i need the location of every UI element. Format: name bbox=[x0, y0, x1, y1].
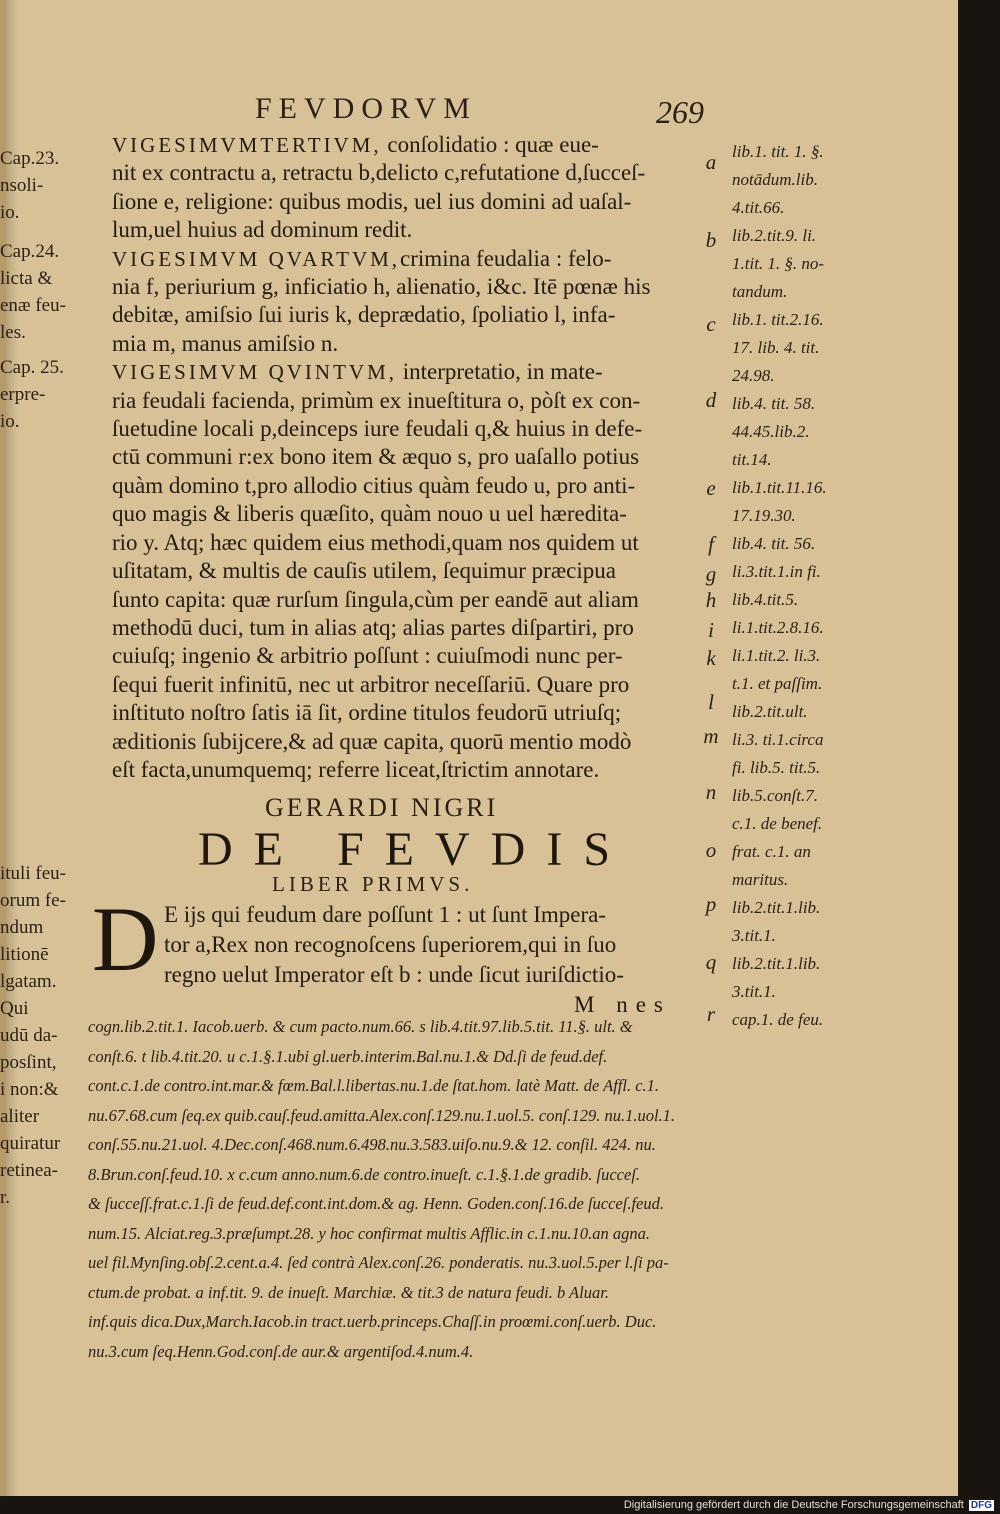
main-text bbox=[112, 131, 702, 784]
footnote-line: conſt.6. t lib.4.tit.20. u c.1.§.1.ubi gl.uerb.interim.Bal.nu.1.& Dd.ſi de feud.def. bbox=[88, 1046, 608, 1066]
opening-line: E ijs qui feudum dare poſſunt 1 : ut ſunt Impera- bbox=[164, 902, 607, 927]
margin-note-letter: e bbox=[706, 476, 716, 500]
margin-note-letter: a bbox=[705, 150, 717, 174]
margin-reference-line: li.3.tit.1.in fi. bbox=[732, 562, 821, 581]
text-line: ctū communi r:ex bono item & æquo s, pro uaſallo potius bbox=[112, 444, 640, 470]
margin-reference-line: frat. c.1. an bbox=[732, 842, 811, 861]
left-margin-note-line: les. bbox=[0, 322, 26, 343]
left-margin-note-line: orum fe- bbox=[0, 890, 66, 911]
left-margin-note-line: r. bbox=[0, 1187, 11, 1208]
footnote-line: num.15. Alciat.reg.3.præſumpt.28. y hoc confirmat multis Afflic.in c.1.nu.10.an agna. bbox=[88, 1223, 651, 1243]
margin-reference-line: fi. lib.5. tit.5. bbox=[732, 758, 821, 777]
margin-note-letter: n bbox=[705, 780, 717, 804]
margin-reference-line: 4.tit.66. bbox=[732, 198, 785, 217]
text-line: inſtituto noſtro ſatis iā ſit, ordine titulos feudorū utriuſq; bbox=[112, 700, 622, 726]
left-margin-note-line: aliter bbox=[0, 1106, 40, 1127]
margin-reference-line: cap.1. de feu. bbox=[732, 1010, 824, 1029]
margin-reference-line: lib.4. tit. 56. bbox=[732, 534, 816, 553]
book-title: DE FEVDIS bbox=[198, 823, 632, 876]
opening-line: regno uelut Imperator eſt b : unde ſicut iuriſdictio- bbox=[164, 962, 624, 987]
margin-note-letter: b bbox=[705, 228, 717, 252]
margin-reference-line: li.1.tit.2. li.3. bbox=[732, 646, 821, 665]
margin-note-letter: q bbox=[705, 950, 717, 974]
margin-reference-line: lib.1. tit. 1. §. bbox=[732, 142, 824, 161]
left-margin-note-line: Cap.24. bbox=[0, 241, 60, 262]
margin-reference-line: lib.2.tit.1.lib. bbox=[732, 954, 821, 973]
margin-note-letter: r bbox=[706, 1002, 716, 1026]
text-line: eſt facta,unumquemq; referre liceat,ſtrictim annotare. bbox=[112, 756, 600, 782]
text-line: nit ex contractu a, retractu b,delicto c,refutatione d,ſucceſ- bbox=[112, 160, 646, 186]
margin-reference-line: lib.4.tit.5. bbox=[732, 590, 799, 609]
margin-reference-line: c.1. de benef. bbox=[732, 814, 823, 833]
margin-reference-line: 44.45.lib.2. bbox=[732, 422, 810, 441]
text-line: quàm domino t,pro allodio citius quàm feudo u, pro anti- bbox=[112, 472, 636, 498]
footnote-line: ctum.de probat. a inf.tit. 9. de inueſt. Marchiæ. & tit.3 de natura feudi. b Aluar. bbox=[88, 1282, 609, 1302]
running-head: FEVDORVM bbox=[255, 92, 477, 125]
left-margin-note-line: ituli feu- bbox=[0, 863, 66, 884]
margin-references bbox=[732, 138, 862, 1034]
text-line: methodū duci, tum in alias atq; alias partes diſpartiri, pro bbox=[112, 614, 634, 640]
margin-note-letter: p bbox=[705, 892, 717, 916]
left-margin-note-line: lgatam. bbox=[0, 971, 57, 992]
margin-note-letter: l bbox=[708, 690, 714, 714]
left-margin-note-line: erpre- bbox=[0, 384, 46, 405]
author-heading: GERARDI NIGRI bbox=[265, 793, 499, 822]
margin-note-letter: d bbox=[705, 388, 717, 412]
left-margin-note-line: nsoli- bbox=[0, 175, 44, 196]
left-margin-note-line: retinea- bbox=[0, 1160, 59, 1181]
dfg-logo: DFG bbox=[970, 1500, 992, 1511]
text-line: ria feudali facienda, primùm ex inueſtitura o, pòſt ex con- bbox=[112, 387, 641, 413]
margin-reference-line: 17.19.30. bbox=[732, 506, 796, 525]
footnote-line: cont.c.1.de contro.int.mar.& fœm.Bal.l.libertas.nu.1.de ſtat.hom. latè Matt. de Affl. c.1. bbox=[88, 1076, 660, 1095]
section-lead: VIGESIMVMTERTIVM, bbox=[112, 133, 382, 157]
left-margin-note-line: quiratur bbox=[0, 1133, 61, 1154]
page-number: 269 bbox=[656, 94, 704, 130]
left-margin-note-line: io. bbox=[0, 411, 20, 432]
footnote-line: nu.67.68.cum ſeq.ex quib.cauſ.feud.amitta.Alex.conſ.129.nu.1.uol.5. conſ.129. nu.1.uol.1. bbox=[88, 1105, 676, 1125]
digitization-notice bbox=[624, 1499, 994, 1511]
margin-reference-line: notādum.lib. bbox=[732, 170, 818, 189]
margin-note-letter: k bbox=[706, 646, 716, 670]
margin-reference-line: lib.2.tit.ult. bbox=[732, 702, 808, 721]
left-margin-note-line: io. bbox=[0, 202, 20, 223]
margin-note-letter: h bbox=[705, 588, 717, 612]
left-margin-note-line: licta & bbox=[0, 268, 53, 289]
left-margin-note bbox=[0, 860, 92, 1211]
opening-paragraph bbox=[164, 900, 704, 1020]
text-line: æditionis ſubijcere,& ad quæ capita, quorū mentio modò bbox=[112, 728, 632, 754]
text-line: VIGESIMVM QVINTVM, interpretatio, in mate- bbox=[112, 359, 603, 385]
left-margin-note-line: Qui bbox=[0, 998, 29, 1019]
left-margin-note-line: i non:& bbox=[0, 1079, 59, 1100]
margin-reference-line: maritus. bbox=[732, 870, 789, 889]
margin-reference-line: tit.14. bbox=[732, 450, 772, 469]
text-line: ſunto capita: quæ rurſum ſingula,cùm per eandē aut aliam bbox=[112, 586, 639, 612]
text-line: cuiuſq; ingenio & arbitrio poſſunt : cuiuſmodi nunc per- bbox=[112, 643, 623, 669]
book-subtitle: LIBER PRIMVS. bbox=[272, 872, 474, 896]
footnote-line: uel fil.Mynſing.obſ.2.cent.a.4. ſed contrà Alex.conſ.26. ponderatis. nu.3.uol.5.per l.ſi pa- bbox=[88, 1253, 669, 1272]
margin-reference-line: 17. lib. 4. tit. bbox=[732, 338, 820, 357]
left-margin-note-line: enæ feu- bbox=[0, 295, 66, 316]
left-margin-note-line: Cap.23. bbox=[0, 148, 60, 169]
left-margin-note-line: posſint, bbox=[0, 1052, 57, 1073]
margin-note-letter: m bbox=[703, 724, 719, 748]
left-margin-note bbox=[0, 145, 92, 226]
margin-note-letter: c bbox=[706, 312, 716, 336]
margin-reference-line: li.1.tit.2.8.16. bbox=[732, 618, 824, 637]
left-margin-note bbox=[0, 238, 92, 346]
margin-note-letter: f bbox=[708, 532, 714, 556]
footnote-line: inf.quis dica.Dux,March.Iacob.in tract.uerb.princeps.Chaſſ.in proœmi.conſ.uerb. Duc. bbox=[88, 1312, 657, 1331]
text-line: ſione e, religione: quibus modis, uel ius domini ad uaſal- bbox=[112, 188, 632, 214]
text-line: rio y. Atq; hæc quidem eius methodi,quam nos quidem ut bbox=[112, 529, 639, 555]
margin-reference-line: 3.tit.1. bbox=[732, 982, 776, 1001]
opening-line: M nes bbox=[574, 992, 671, 1017]
margin-reference-line: lib.1.tit.11.16. bbox=[732, 478, 827, 497]
margin-reference-line: 3.tit.1. bbox=[732, 926, 776, 945]
margin-reference-line: lib.2.tit.1.lib. bbox=[732, 898, 821, 917]
text-line: mia m, manus amiſsio n. bbox=[112, 330, 339, 356]
text-line: quo magis & liberis quæſito, quàm nouo u uel hæredita- bbox=[112, 501, 627, 527]
margin-reference-line: lib.1. tit.2.16. bbox=[732, 310, 824, 329]
margin-note-letter: g bbox=[705, 562, 717, 586]
margin-reference-line: 24.98. bbox=[732, 366, 775, 385]
margin-note-letter: i bbox=[708, 618, 714, 642]
margin-reference-line: lib.5.conſt.7. bbox=[732, 786, 818, 805]
text-line: VIGESIMVM QVARTVM,crimina feudalia : felo- bbox=[112, 245, 612, 271]
text-line: VIGESIMVMTERTIVM, conſolidatio : quæ eue- bbox=[112, 132, 599, 157]
text-line: ſuetudine locali p,deinceps iure feudali q,& huius in defe- bbox=[112, 416, 643, 442]
left-margin-note-line: Cap. 25. bbox=[0, 357, 64, 378]
text-line: ſequi fuerit infinitū, nec ut arbitror neceſſariū. Quare pro bbox=[112, 671, 630, 697]
footnote-line: cogn.lib.2.tit.1. Iacob.uerb. & cum pacto.num.66. s lib.4.tit.97.lib.5.tit. 11.§. ult. & bbox=[88, 1017, 633, 1036]
margin-reference-line: tandum. bbox=[732, 282, 788, 301]
left-margin-note-line: litionē bbox=[0, 944, 49, 965]
drop-cap: D bbox=[92, 888, 159, 990]
footnote-line: & ſucceſſ.frat.c.1.ſi de feud.def.cont.int.dom.& ag. Henn. Goden.conſ.16.de ſucceſ.feud. bbox=[88, 1194, 664, 1213]
text-line: nia f, periurium g, inficiatio h, alienatio, i&c. Itē pœnæ his bbox=[112, 274, 651, 300]
footnote-line: 8.Brun.conſ.feud.10. x c.cum anno.num.6.de contro.inueſt. c.1.§.1.de gradib. ſucceſ. bbox=[88, 1164, 641, 1184]
text-line: uſitatam, & multis de cauſis utilem, ſequimur præcipua bbox=[112, 558, 616, 584]
section-lead: VIGESIMVM QVINTVM, bbox=[112, 360, 397, 385]
left-margin-note-line: udū da- bbox=[0, 1025, 58, 1046]
text-line: lum,uel huius ad dominum redit. bbox=[112, 217, 413, 243]
opening-line: tor a,Rex non recognoſcens ſuperiorem,qui in ſuo bbox=[164, 932, 617, 957]
footnotes bbox=[88, 1012, 848, 1366]
text-line: debitæ, amiſsio ſui iuris k, deprædatio, ſpoliatio l, infa- bbox=[112, 302, 616, 328]
left-margin-note-line: ndum bbox=[0, 917, 44, 938]
footnote-line: conſ.55.nu.21.uol. 4.Dec.conſ.468.num.6.498.nu.3.583.uiſo.nu.9.& 12. conſil. 424. nu. bbox=[88, 1135, 656, 1154]
margin-reference-line: 1.tit. 1. §. no- bbox=[732, 254, 825, 273]
left-margin-note bbox=[0, 354, 92, 435]
section-lead: VIGESIMVM QVARTVM, bbox=[112, 246, 401, 271]
margin-reference-line: lib.4. tit. 58. bbox=[732, 394, 816, 413]
margin-reference-line: t.1. et paſſim. bbox=[732, 674, 823, 693]
margin-reference-line: lib.2.tit.9. li. bbox=[732, 226, 817, 245]
margin-reference-line: li.3. ti.1.circa bbox=[732, 730, 824, 749]
margin-note-letter: o bbox=[705, 838, 717, 862]
footnote-line: nu.3.cum ſeq.Henn.God.conſ.de aur.& argentiſod.4.num.4. bbox=[88, 1341, 474, 1361]
digitization-text: Digitalisierung gefördert durch die Deutsche Forschungsgemeinschaft bbox=[623, 1499, 964, 1511]
